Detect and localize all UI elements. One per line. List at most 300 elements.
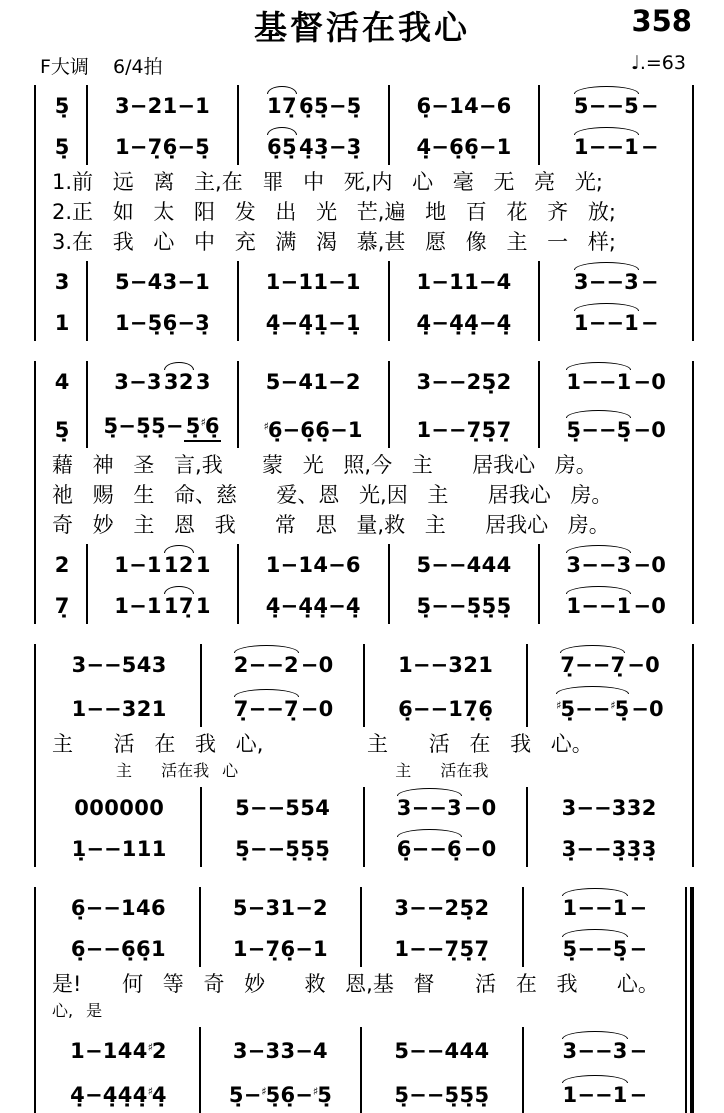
note: 5̣ <box>394 1083 409 1107</box>
note: − <box>478 311 497 335</box>
note: − <box>606 270 624 294</box>
sharp-sign: ♯ <box>263 420 269 433</box>
note: 1 <box>566 594 582 618</box>
note: − <box>103 937 121 961</box>
note: 5̣ <box>235 837 250 861</box>
slur <box>265 94 299 118</box>
measure <box>539 261 690 301</box>
note: − <box>426 896 445 920</box>
sharp-sign: ♯ <box>147 1041 153 1054</box>
slur <box>572 135 641 159</box>
measure <box>38 544 87 584</box>
note: − <box>295 1039 313 1063</box>
note: 1 <box>195 270 210 294</box>
note: 1 <box>121 837 137 861</box>
note: − <box>104 837 122 861</box>
note: 1 <box>195 553 211 577</box>
note: − <box>328 311 346 335</box>
note: 4̣ <box>265 594 281 618</box>
note: 5 <box>232 896 248 920</box>
note: 5̣ <box>481 370 497 394</box>
note: − <box>594 796 612 820</box>
note: − <box>581 553 599 577</box>
note: 5̣ <box>228 1083 244 1107</box>
note: 1 <box>151 937 166 961</box>
note: − <box>243 1083 262 1107</box>
note: 3̣ <box>626 837 642 861</box>
note: ♯6̣ <box>200 414 220 438</box>
note: 3̣ <box>195 311 210 335</box>
note: 4̣ <box>496 311 512 335</box>
measure <box>238 125 389 165</box>
note: 5 <box>285 796 300 820</box>
measure <box>389 401 540 448</box>
note: − <box>118 414 136 438</box>
note: − <box>431 311 449 335</box>
music-system <box>34 644 694 867</box>
slur <box>554 694 631 721</box>
note: 6̣ <box>299 94 314 118</box>
note: − <box>633 370 652 394</box>
measure <box>539 301 690 341</box>
note: 3 <box>394 896 409 920</box>
note: ♯4̣ <box>147 1083 167 1107</box>
note: 6̣ <box>398 697 413 721</box>
note: 6̣ <box>300 418 315 442</box>
note: 1 <box>496 135 512 159</box>
note: 2 <box>463 653 478 677</box>
note: 3 <box>151 653 167 677</box>
note: 2 <box>178 553 194 577</box>
measure <box>523 1027 685 1070</box>
note: − <box>606 94 624 118</box>
note: − <box>633 553 652 577</box>
measure <box>200 927 362 967</box>
note: − <box>588 135 607 159</box>
note: − <box>598 553 617 577</box>
measure <box>38 644 201 684</box>
note: 6̣ <box>136 937 151 961</box>
note: 3 <box>265 896 281 920</box>
note: 1 <box>114 311 130 335</box>
note: 1 <box>449 94 464 118</box>
note: 4 <box>474 1039 490 1063</box>
note: − <box>266 653 284 677</box>
note: 6̣ <box>70 937 86 961</box>
note: 7̣ <box>233 697 249 721</box>
note: − <box>463 837 482 861</box>
slur <box>560 937 629 961</box>
measure <box>389 261 540 301</box>
slur <box>572 311 641 335</box>
measure <box>87 85 238 125</box>
note: 1 <box>54 311 70 335</box>
note: − <box>598 370 617 394</box>
note: − <box>103 896 121 920</box>
note: − <box>640 94 659 118</box>
note: 2 <box>136 697 152 721</box>
note: 1 <box>416 418 432 442</box>
note: 3 <box>280 1039 296 1063</box>
measure <box>364 787 527 827</box>
note: 1 <box>146 594 162 618</box>
lyrics-line: 藉 神 圣 言,我 蒙 光 照,今 主 居我心 房。 <box>52 453 597 477</box>
note: 4 <box>313 1039 328 1063</box>
slur <box>395 837 464 861</box>
slur <box>162 553 196 577</box>
note: 5̣ <box>496 594 512 618</box>
note: ♯5̣ <box>610 697 630 721</box>
slur <box>395 796 464 820</box>
note: − <box>633 594 652 618</box>
measure <box>38 927 200 967</box>
note: 3 <box>626 796 642 820</box>
note: 5̣ <box>54 135 70 159</box>
note: − <box>267 837 286 861</box>
note: − <box>247 896 266 920</box>
measure <box>523 927 685 967</box>
note: 0 <box>119 796 134 820</box>
page-header <box>0 2 724 48</box>
note: 5̣ <box>103 414 119 438</box>
note: − <box>577 896 595 920</box>
note: 0 <box>645 653 660 677</box>
note: 4 <box>459 1039 475 1063</box>
note: 6̣ <box>478 697 493 721</box>
note: 7̣ <box>178 594 194 618</box>
note: 3̣ <box>641 837 657 861</box>
measure <box>527 787 690 827</box>
note: 3 <box>562 1039 578 1063</box>
note: 3 <box>232 1039 248 1063</box>
note: 6̣ <box>416 94 432 118</box>
note: − <box>177 270 195 294</box>
note: − <box>431 553 449 577</box>
note: − <box>430 653 449 677</box>
measure <box>389 361 540 401</box>
measure <box>238 85 389 125</box>
note: − <box>129 94 148 118</box>
note: 4̣ <box>449 311 464 335</box>
note: 3 <box>54 270 70 294</box>
lyrics-block <box>38 448 690 544</box>
note: 1 <box>102 1039 118 1063</box>
measure <box>200 1027 362 1070</box>
note: − <box>576 837 594 861</box>
note: 2 <box>641 796 657 820</box>
note: − <box>248 653 267 677</box>
note: 5̣ <box>136 414 151 438</box>
note: 0 <box>318 697 334 721</box>
note: − <box>631 697 649 721</box>
slur <box>232 697 301 721</box>
note: 1 <box>313 370 328 394</box>
note: − <box>448 594 467 618</box>
note: 4̣ <box>298 594 313 618</box>
note: − <box>633 418 652 442</box>
note: − <box>247 937 266 961</box>
lyrics-line: 主 活在我 心 主 活在我 <box>52 761 489 780</box>
note: − <box>267 796 286 820</box>
lyrics-line: 是! 何 等 奇 妙 救 恩,基 督 活 在 我 心。 <box>52 972 659 996</box>
note: 5 <box>416 553 432 577</box>
note: 7̣ <box>610 653 626 677</box>
note: 1 <box>267 94 282 118</box>
note: 3̣ <box>611 837 627 861</box>
lyrics-line: 祂 赐 生 命、慈 爱、恩 光,因 主 居我心 房。 <box>52 483 613 507</box>
note: 7̣ <box>560 653 575 677</box>
note: 1 <box>71 697 87 721</box>
note: 3 <box>448 653 463 677</box>
measure <box>238 301 389 341</box>
measure <box>201 787 364 827</box>
note: 5 <box>121 653 137 677</box>
note: 5̣ <box>54 418 70 442</box>
note: 1 <box>394 937 409 961</box>
notation-area <box>0 85 724 1113</box>
note: 3 <box>114 94 130 118</box>
note: − <box>429 796 447 820</box>
note: − <box>598 594 617 618</box>
sharp-sign: ♯ <box>261 1085 267 1098</box>
note: 1 <box>265 270 281 294</box>
note: − <box>84 1083 103 1107</box>
note: 5̣ <box>300 837 315 861</box>
note: 5̣ <box>616 418 632 442</box>
sharp-sign: ♯ <box>312 1085 319 1098</box>
note: 1 <box>448 697 463 721</box>
note: 3 <box>624 270 639 294</box>
note: − <box>575 697 593 721</box>
note: 4 <box>117 1039 133 1063</box>
note: 5̣ <box>459 896 475 920</box>
note: 5̣ <box>151 414 166 438</box>
note: ♯5̣ <box>261 1083 281 1107</box>
note: 5̣ <box>466 594 482 618</box>
note: 1 <box>265 553 281 577</box>
note: 2 <box>496 370 512 394</box>
note: 4̣ <box>416 311 432 335</box>
measure <box>364 644 527 684</box>
note: 5̣ <box>147 311 163 335</box>
note: − <box>411 837 430 861</box>
slur <box>564 418 633 442</box>
note: − <box>594 837 612 861</box>
score-meta <box>40 52 686 79</box>
measure <box>87 401 238 448</box>
slur <box>232 653 301 677</box>
note: − <box>412 697 431 721</box>
note: 0 <box>651 594 666 618</box>
note: − <box>129 370 147 394</box>
note: 3 <box>121 697 137 721</box>
note: − <box>429 837 447 861</box>
music-system <box>34 361 694 624</box>
note: − <box>409 1083 427 1107</box>
note: 2 <box>474 896 490 920</box>
note: 1 <box>195 94 210 118</box>
note: 1 <box>114 594 129 618</box>
note: 1 <box>114 553 129 577</box>
note: 4̣ <box>464 311 479 335</box>
note: − <box>594 937 613 961</box>
note: 3 <box>162 270 178 294</box>
note: 0 <box>104 796 119 820</box>
measure <box>200 887 362 927</box>
note: − <box>412 653 431 677</box>
note: 3̣ <box>561 837 577 861</box>
note: 5̣ <box>481 594 497 618</box>
note: − <box>640 311 659 335</box>
note: 1 <box>566 370 582 394</box>
note: − <box>431 135 449 159</box>
note: − <box>328 553 346 577</box>
measure <box>527 684 690 727</box>
measure <box>539 125 690 165</box>
note: 5 <box>573 94 589 118</box>
note: − <box>448 370 467 394</box>
note: 5̣ <box>474 1083 490 1107</box>
note: − <box>129 135 148 159</box>
hymn-number: 358 <box>631 4 692 38</box>
note: 7̣ <box>147 135 163 159</box>
note: 0 <box>481 837 497 861</box>
note: − <box>581 418 599 442</box>
note: 0 <box>318 653 334 677</box>
measure <box>539 401 690 448</box>
note: 5̣ <box>444 1083 460 1107</box>
note: − <box>249 796 268 820</box>
note: 2 <box>466 370 482 394</box>
note: 0 <box>134 796 149 820</box>
slur <box>564 370 633 394</box>
note: − <box>328 370 346 394</box>
note: 1 <box>616 370 632 394</box>
measure <box>364 827 527 867</box>
note: 5 <box>624 94 639 118</box>
notation-pair-tenor-bass <box>38 544 690 624</box>
note: 1̣ <box>71 837 87 861</box>
note: − <box>328 594 346 618</box>
sharp-sign: ♯ <box>556 699 562 712</box>
note: 3 <box>114 370 129 394</box>
note: 6 <box>496 94 512 118</box>
note: − <box>431 370 449 394</box>
slur <box>564 594 633 618</box>
note: − <box>86 697 104 721</box>
note: 1 <box>151 837 167 861</box>
note: 5̣ <box>315 837 330 861</box>
note: 1 <box>162 94 178 118</box>
notation-pair-soprano-alto <box>38 644 690 727</box>
note: − <box>328 135 347 159</box>
note: 1 <box>573 311 589 335</box>
note: − <box>594 1039 613 1063</box>
note: 5̣ <box>459 937 475 961</box>
notation-pair-soprano-alto <box>38 361 690 448</box>
measure <box>87 584 238 624</box>
note: 6̣ <box>396 837 412 861</box>
note: 1 <box>195 594 211 618</box>
note: − <box>249 837 268 861</box>
measure <box>87 361 238 401</box>
note: 0 <box>649 697 664 721</box>
lyrics-line: 奇 妙 主 恩 我 常 思 量,救 主 居我心 房。 <box>52 513 610 537</box>
note: 5 <box>394 1039 409 1063</box>
slur <box>558 653 627 677</box>
note: 7̣ <box>444 937 460 961</box>
lyrics-line: 心, 是 <box>52 1001 103 1020</box>
note: 5 <box>235 796 250 820</box>
note: 1 <box>416 270 432 294</box>
note: 7̣ <box>265 937 281 961</box>
slur <box>560 1039 629 1063</box>
measure <box>361 1070 523 1113</box>
note: ♯5̣ <box>556 697 576 721</box>
note: − <box>588 311 607 335</box>
note: 1 <box>464 270 479 294</box>
note: − <box>478 94 497 118</box>
note: 0 <box>74 796 89 820</box>
note: − <box>594 896 613 920</box>
note: 5̣ <box>314 94 329 118</box>
note: 1 <box>121 896 136 920</box>
measure <box>523 887 685 927</box>
measure <box>238 361 389 401</box>
note: 1 <box>280 896 296 920</box>
note: 3 <box>573 270 589 294</box>
note: 6̣ <box>280 1083 296 1107</box>
note: 4̣ <box>298 311 313 335</box>
note: − <box>104 653 122 677</box>
lyrics-line: 1.前 远 离 主,在 罪 中 死,内 心 毫 无 亮 光; <box>52 170 603 194</box>
note: 1 <box>347 418 363 442</box>
note: 3 <box>163 370 179 394</box>
note: − <box>627 653 645 677</box>
note: 7̣ <box>282 94 297 118</box>
note: 1 <box>562 896 578 920</box>
note: 1 <box>151 697 167 721</box>
sharp-sign: ♯ <box>200 416 206 429</box>
note: − <box>448 553 467 577</box>
measure <box>389 85 540 125</box>
note: − <box>86 653 104 677</box>
note: 4̣ <box>345 594 361 618</box>
note: 1 <box>298 553 313 577</box>
note: − <box>409 937 427 961</box>
note: 1 <box>136 837 152 861</box>
note: 0 <box>651 370 666 394</box>
note: 4̣ <box>313 594 328 618</box>
note: − <box>581 370 599 394</box>
note: 5̣ <box>562 937 578 961</box>
note: − <box>592 697 611 721</box>
slur <box>265 135 299 159</box>
slur <box>572 94 641 118</box>
note: 4 <box>464 94 479 118</box>
note: 4̣ <box>265 311 281 335</box>
note: − <box>280 270 299 294</box>
note: − <box>248 697 267 721</box>
note: 4 <box>147 270 163 294</box>
note: 6 <box>345 553 361 577</box>
music-system <box>34 85 694 341</box>
note: − <box>606 311 624 335</box>
measure <box>238 544 389 584</box>
lyrics-line: 2.正 如 太 阳 发 出 光 芒,遍 地 百 花 齐 放; <box>52 200 616 224</box>
measure <box>238 584 389 624</box>
note: 6̣ <box>162 135 178 159</box>
